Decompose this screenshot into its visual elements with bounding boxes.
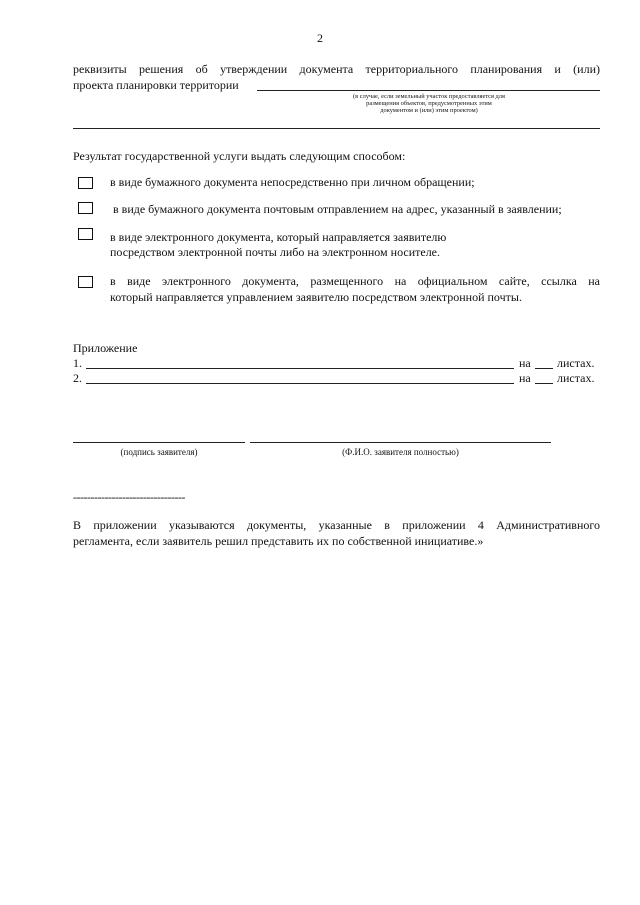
attachment-heading: Приложение (73, 341, 138, 355)
footnote-text-line-2: регламента, если заявитель решил представить их по собственной инициативе.» (73, 534, 484, 548)
option-checkbox-by-mail[interactable] (78, 202, 93, 214)
attachment-item-on-label: на (519, 356, 531, 370)
option-label-website-2: который направляется управлением заявителю посредством электронной почты. (110, 290, 522, 304)
option-checkbox-website[interactable] (78, 276, 93, 288)
option-label-by-mail: в виде бумажного документа почтовым отправлением на адрес, указанный в заявлении; (113, 202, 562, 216)
requisites-extra-line[interactable] (73, 128, 600, 129)
attachment-item-2-sheets-field[interactable] (535, 383, 553, 384)
footnote-text-line-1: В приложении указываются документы, указанные в приложении 4 Административного (73, 518, 600, 532)
option-label-electronic-email-2: посредством электронной почты либо на электронном носителе. (110, 245, 441, 259)
attachment-item-1-sheets-field[interactable] (535, 368, 553, 369)
requisites-note (258, 93, 600, 114)
option-checkbox-in-person[interactable] (78, 177, 93, 189)
option-checkbox-electronic-email[interactable] (78, 228, 93, 240)
attachment-item-number: 2. (73, 371, 82, 385)
signature-caption: (подпись заявителя) (120, 447, 198, 457)
attachment-item-sheets-label: листах. (557, 356, 595, 370)
requisites-note-line: размещения объектов, предусмотренных этим (366, 100, 492, 107)
attachment-item-1-field[interactable] (86, 368, 514, 369)
requisites-line-2-label: проекта планировки территории (73, 78, 239, 92)
option-label-website-1: в виде электронного документа, размещенного на официальном сайте, ссылка на (110, 274, 600, 288)
attachment-item-2-field[interactable] (86, 383, 514, 384)
requisites-note-line: документом и (или) этим проектом) (380, 107, 478, 114)
footnote-separator: -------------------------------- (73, 490, 185, 504)
attachment-item-sheets-label: листах. (557, 371, 595, 385)
signature-field[interactable] (73, 442, 245, 443)
full-name-field[interactable] (250, 442, 551, 443)
option-label-electronic-email-1: в виде электронного документа, который направляется заявителю (110, 230, 447, 244)
attachment-item-number: 1. (73, 356, 82, 370)
attachment-item-on-label: на (519, 371, 531, 385)
requisites-fill-line[interactable] (257, 90, 600, 91)
requisites-note-line: (в случае, если земельный участок предоставляется для (353, 93, 505, 100)
page-number: 2 (317, 31, 323, 45)
full-name-caption: (Ф.И.О. заявителя полностью) (342, 447, 459, 457)
option-label-in-person: в виде бумажного документа непосредственно при личном обращении; (110, 175, 475, 189)
requisites-line-1: реквизиты решения об утверждении документа территориального планирования и (или) (73, 62, 600, 76)
result-heading: Результат государственной услуги выдать следующим способом: (73, 149, 406, 163)
